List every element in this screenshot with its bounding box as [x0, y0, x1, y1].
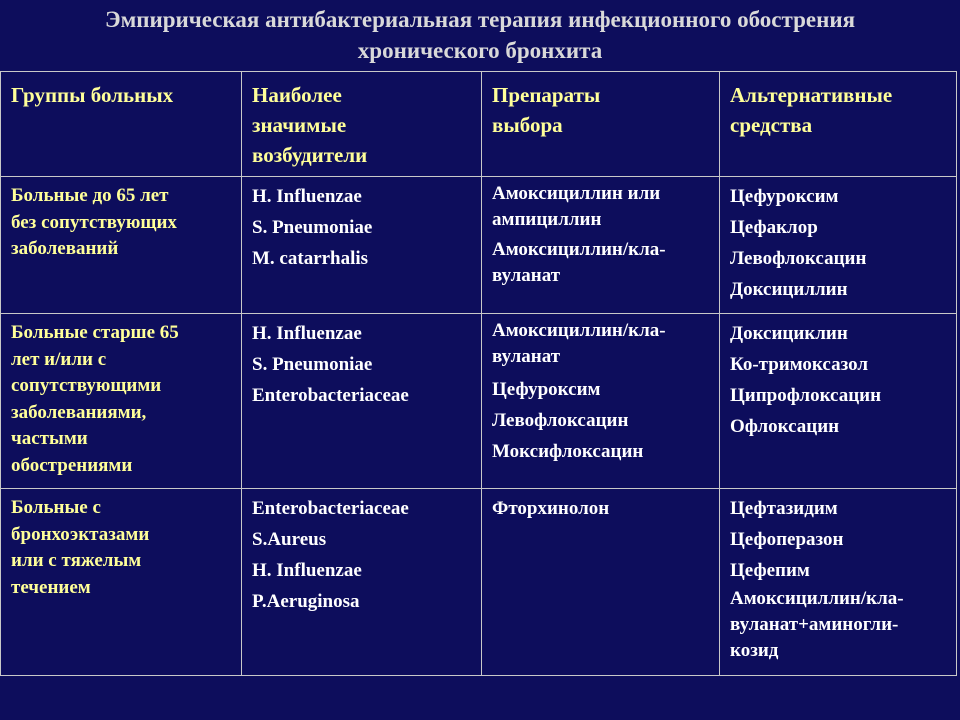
- alternative-item: Цефоперазон: [730, 529, 844, 550]
- pathogen-item: H. Influenzae: [252, 323, 362, 344]
- patient-group-cell: Больные до 65 лет без сопутствующих заболеваний: [1, 177, 242, 314]
- pathogen-item: P.Aeruginosa: [252, 591, 360, 612]
- alternative-item: Доксициклин: [730, 323, 848, 344]
- drug-item: Амоксициллин/кла- вуланат: [492, 320, 666, 367]
- alternative-item: Цефаклор: [730, 217, 818, 238]
- alternative-item: Ципрофлоксацин: [730, 385, 882, 406]
- drug-item: Амоксициллин/кла- вуланат: [492, 239, 666, 286]
- alternative-item: Левофлоксацин: [730, 248, 867, 269]
- pathogens-cell: [242, 314, 482, 489]
- alternative-item: Цефтазидим: [730, 498, 838, 519]
- alternative-item: Офлоксацин: [730, 416, 840, 437]
- table-row: [1, 489, 957, 676]
- slide-title: [0, 4, 960, 66]
- drugs-cell: [482, 489, 720, 676]
- drug-item: Амоксициллин или ампициллин: [492, 183, 661, 230]
- alternatives-cell: [720, 177, 957, 314]
- header-drugs-of-choice: Препараты выбора: [482, 72, 720, 177]
- alternative-item: Цефепим: [730, 560, 810, 581]
- alternatives-cell: [720, 489, 957, 676]
- drug-item: Цефуроксим: [492, 379, 601, 400]
- table-row: [1, 177, 957, 314]
- pathogen-item: H. Influenzae: [252, 560, 362, 581]
- alternatives-cell: [720, 314, 957, 489]
- pathogen-item: S. Pneumoniae: [252, 217, 373, 238]
- alternative-item: Доксициллин: [730, 279, 848, 300]
- drugs-cell: [482, 177, 720, 314]
- drug-item: Фторхинолон: [492, 498, 610, 519]
- pathogen-item: M. catarrhalis: [252, 248, 369, 269]
- drugs-cell: [482, 314, 720, 489]
- drug-item: Левофлоксацин: [492, 410, 629, 431]
- slide-title-line-2: хронического бронхита: [357, 38, 603, 63]
- patient-group-cell: Больные старше 65 лет и/или с сопутствующими заболеваниями, частыми обострениями: [1, 314, 242, 489]
- alternative-item: Ко-тримоксазол: [730, 354, 869, 375]
- header-patient-groups: Группы больных: [1, 72, 242, 177]
- therapy-table: [0, 71, 957, 676]
- pathogen-item: S. Pneumoniae: [252, 354, 373, 375]
- drug-item: Моксифлоксацин: [492, 441, 644, 462]
- pathogen-item: Enterobacteriaceae: [252, 498, 409, 519]
- table-header-row: [1, 72, 957, 177]
- alternative-item: Цефуроксим: [730, 186, 839, 207]
- pathogen-item: S.Aureus: [252, 529, 327, 550]
- header-alternatives: Альтернативные средства: [720, 72, 957, 177]
- alternative-item: Амоксициллин/кла- вуланат+аминогли- козид: [730, 588, 904, 661]
- header-pathogens: Наиболее значимые возбудители: [242, 72, 482, 177]
- slide-title-line-1: Эмпирическая антибактериальная терапия инфекционного обострения: [104, 7, 856, 32]
- patient-group-cell: Больные с бронхоэктазами или с тяжелым течением: [1, 489, 242, 676]
- pathogen-item: H. Influenzae: [252, 186, 362, 207]
- pathogens-cell: [242, 177, 482, 314]
- pathogens-cell: [242, 489, 482, 676]
- pathogen-item: Enterobacteriaceae: [252, 385, 409, 406]
- table-row: [1, 314, 957, 489]
